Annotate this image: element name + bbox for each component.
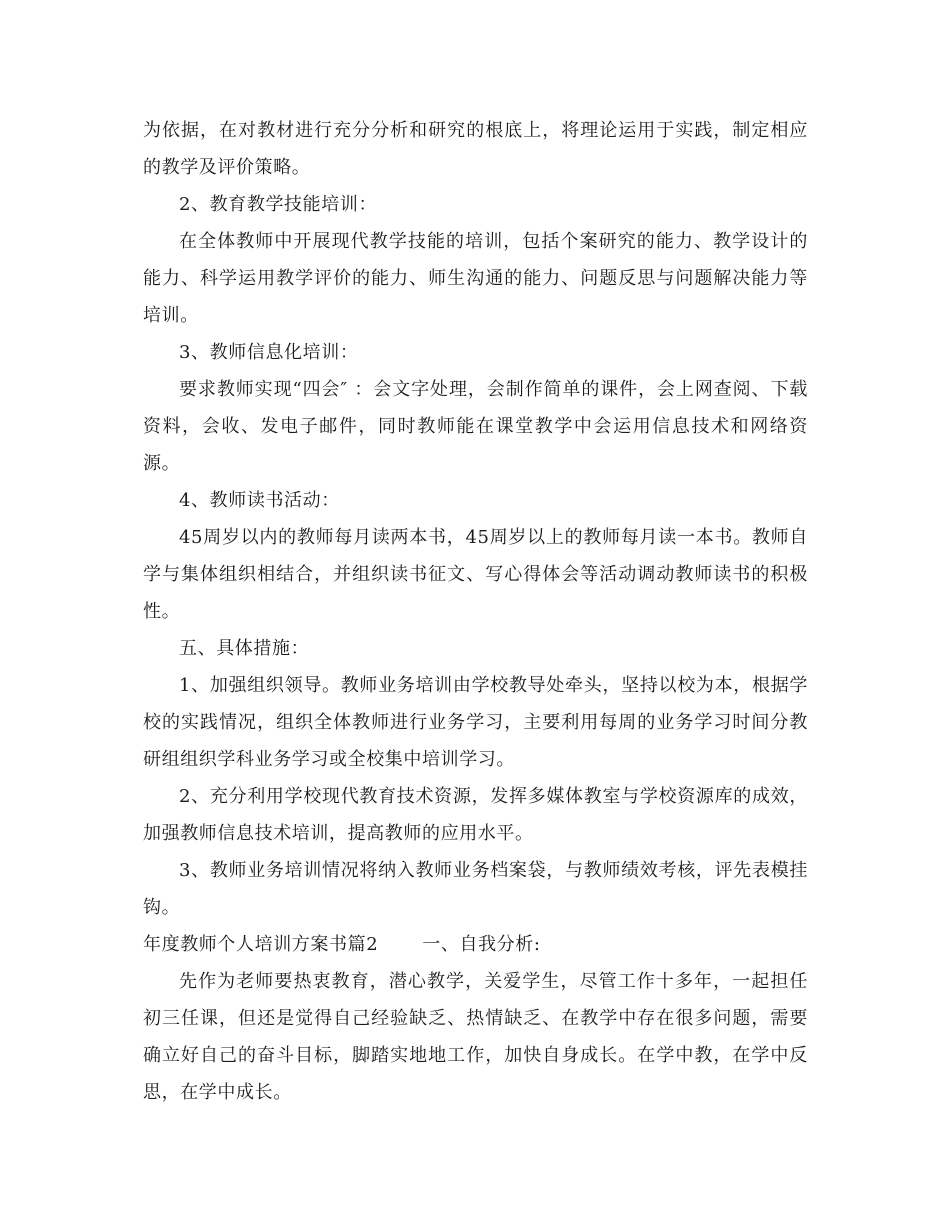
section-heading: 五、具体措施： xyxy=(179,638,310,659)
article-title: 年度教师个人培训方案书篇2 xyxy=(143,934,379,955)
paragraph-heading: 3、教师信息化培训： xyxy=(179,342,359,363)
document-body xyxy=(143,112,808,1111)
paragraph: 2、充分利用学校现代教育技术资源，发挥多媒体教室与学校资源库的成效，加强教师信息技术培训，提高教师的应用水平。 xyxy=(143,786,808,844)
paragraph: 1、加强组织领导。教师业务培训由学校教导处牵头，坚持以校为本，根据学校的实践情况，组织全体教师进行业务学习，主要利用每周的业务学习时间分教研组组织学科业务学习或全校集中培训学习。 xyxy=(143,675,808,770)
paragraph-heading: 4、教师读书活动： xyxy=(179,490,340,511)
paragraph: 45周岁以内的教师每月读两本书，45周岁以上的教师每月读一本书。教师自学与集体组织相结合，并组织读书征文、写心得体会等活动调动教师读书的积极性。 xyxy=(143,527,808,622)
paragraph: 先作为老师要热衷教育，潜心教学，关爱学生，尽管工作十多年，一起担任初三任课，但还是觉得自己经验缺乏、热情缺乏、在教学中存在很多问题，需要确立好自己的奋斗目标，脚踏实地地工作，加快自身成长。在学中教，在学中反思，在学中成长。 xyxy=(143,971,808,1103)
paragraph: 3、教师业务培训情况将纳入教师业务档案袋，与教师绩效考核，评先表模挂钩。 xyxy=(143,860,808,918)
paragraph: 要求教师实现“四会″ ：会文字处理，会制作简单的课件，会上网查阅、下载资料，会收、发电子邮件，同时教师能在课堂教学中会运用信息技术和网络资源。 xyxy=(143,379,808,474)
paragraph-heading: 2、教育教学技能培训： xyxy=(179,194,378,215)
article-subtitle: 一、自我分析: xyxy=(422,934,541,955)
article-heading xyxy=(143,926,808,963)
paragraph: 在全体教师中开展现代教学技能的培训，包括个案研究的能力、教学设计的能力、科学运用教学评价的能力、师生沟通的能力、问题反思与问题解决能力等培训。 xyxy=(143,231,808,326)
paragraph: 为依据，在对教材进行充分分析和研究的根底上，将理论运用于实践，制定相应的教学及评价策略。 xyxy=(143,120,808,178)
